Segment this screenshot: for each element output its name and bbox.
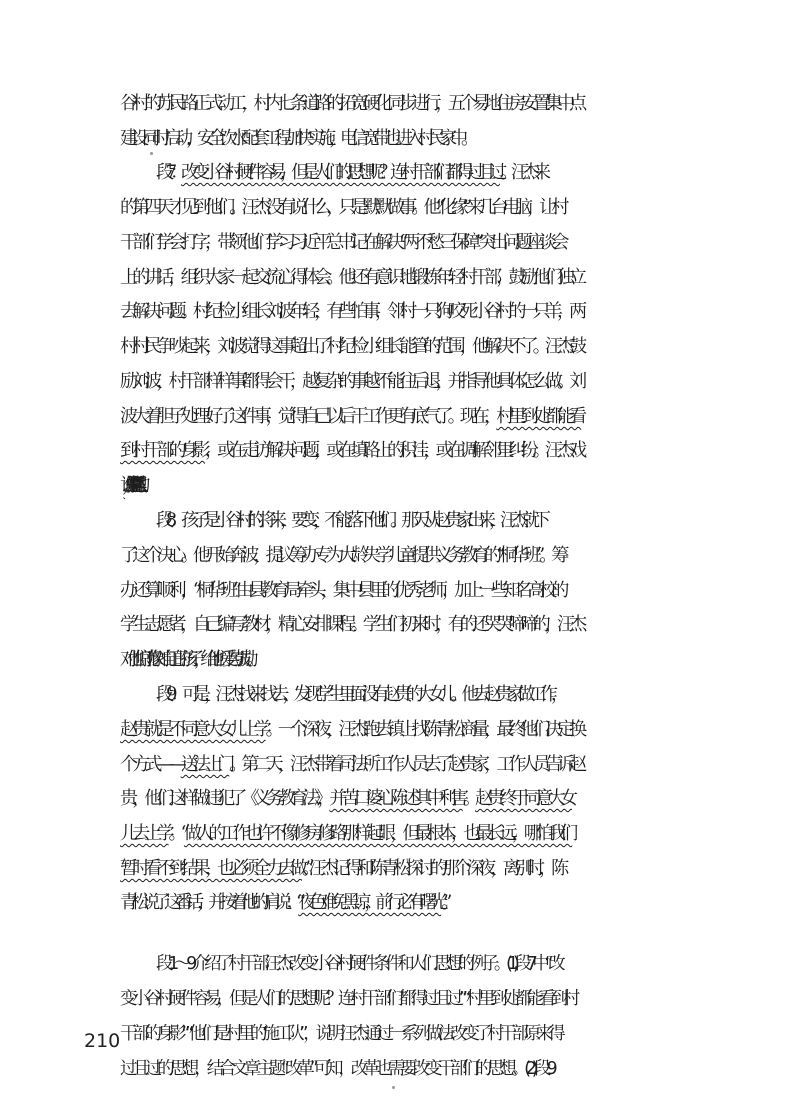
text-segment: 了这个决心。他开始奔波，提议筹办专为大龄失学儿童提供义务教育的“桐华班”。筹 [120, 545, 564, 566]
text-line [156, 677, 800, 713]
text-line [156, 503, 800, 539]
text-segment: 段 9：可是，汪杰找来找去，发现学生里面没有赵贵的大女儿。他去赵贵家做工作， [156, 684, 563, 705]
text-segment: 。汪杰来 [499, 162, 544, 183]
analysis-line [156, 946, 800, 982]
text-segment: 说， [120, 475, 124, 496]
underlined-phrase: 他们是村里的“施工队” [123, 475, 126, 496]
text-segment: 。“ [168, 823, 184, 844]
text-line [120, 747, 800, 783]
text-line [120, 86, 800, 122]
text-line [120, 190, 800, 226]
text-segment: 谷村的苏民路正式动工，村内七条道路的拓宽硬化同步进行，五个易地住房安置集中点 [120, 93, 582, 114]
text-line [120, 573, 800, 609]
text-line [120, 816, 800, 852]
text-segment: 办还算顺利，“桐华班”由县教育局牵头，集中县里的优秀老师，加上一些知名高校的 [120, 580, 564, 601]
text-line [120, 781, 800, 817]
text-line [120, 885, 800, 921]
text-segment: 。一个深夜，汪杰跑去镇上找陈青松商量，最终他们决定换 [265, 719, 582, 740]
text-segment: 个方式—— [120, 754, 181, 775]
text-segment: 段 7： [156, 162, 181, 183]
underlined-phrase: 改变小谷村硬件容易，但是人们的思想呢？连村干部们都得过且过 [180, 162, 500, 183]
text-line [156, 155, 800, 191]
underlined-phrase: 暂时看不到结果，也必须全力去做 [120, 858, 303, 879]
underlined-phrase: 村里到处都能看 [496, 406, 582, 427]
scan-speck [392, 1086, 395, 1089]
underlined-phrase: 做人的工作也许不像修房修路那样起眼，但最根本，也最长远，哪怕我们 [183, 823, 573, 844]
underlined-phrase: 赵贵终于同意大女 [474, 788, 573, 809]
text-segment: 学生志愿者，自己编写教材，精心安排课程。学生们初来时，有的还哭哭啼啼的，汪杰 [120, 614, 582, 635]
text-line [120, 607, 800, 643]
text-segment: 变小谷村硬件容易，但是人们的思想呢？连村干部们都得过且过”“村里到处都能看到村 [120, 989, 575, 1009]
text-segment: 波大着胆子处理好了这件事，觉得自己以后干工作更有底气了。现在， [120, 406, 497, 427]
underlined-phrase: 到村干部的身影 [120, 440, 205, 461]
underlined-phrase: 儿去上学 [120, 823, 169, 844]
text-segment: 段 8：孩子是小谷村的将来，要变，不能落下他们。那天从赵贵家出来，汪杰就下 [156, 510, 544, 531]
text-segment: 村村民争吵起来，刘波觉得这事超出了村纪检小组长能管的范围，他解决不了。汪杰鼓 [120, 336, 582, 357]
underlined-phrase: 夜色难免黑凉，前行必有曙光 [298, 892, 442, 913]
text-line [120, 433, 800, 469]
text-line [120, 225, 800, 261]
text-line [120, 364, 800, 400]
text-segment: 上的讲话，组织大家一起交流心得体会。他还有意识地锻炼年轻村干部，鼓励他们独立 [120, 267, 582, 288]
text-line [120, 260, 800, 296]
text-line [120, 399, 800, 435]
analysis-line [120, 1016, 800, 1052]
text-segment: 去解决问题。村纪检小组长刘波年轻，有些怕事，邻村一只狗咬死小谷村的一只羊，两 [120, 301, 582, 322]
text-segment: 。”汪杰记得和陈青松探讨的那个深夜，离别时，陈 [302, 858, 564, 879]
text-line [120, 538, 800, 574]
text-segment: 。 [462, 788, 475, 809]
text-segment: 建设同时启动，安全饮水配套工程加快实施，电信宽带也进入村民家中。 [120, 128, 473, 149]
page-number: 210 [84, 1030, 121, 1052]
text-segment: 。 [125, 475, 127, 496]
text-segment: 干部的身影”“他们是村里的‘施工队’”，说明汪杰通过一系列做法改变了村干部原来得 [120, 1024, 561, 1044]
text-line [120, 712, 800, 748]
text-line [120, 642, 800, 678]
text-segment: 过且过的思想，结合文章主题“改革”可知，改革也需要改变干部们的思想。(2) 段 9 [120, 1059, 553, 1079]
text-segment: 励刘波，村干部样样事都得会干，越复杂的事越不能往后退，并指导他具体怎么做。刘 [120, 371, 582, 392]
text-segment: 对他们就像对自己的孩子，给他们爱与鼓励。 [120, 649, 254, 670]
text-line [120, 294, 800, 330]
text-segment: 干部们学会打字，带领他们学习习近平总书记在解决“两不愁三保障”突出问题座谈会 [120, 232, 564, 253]
text-line [120, 329, 800, 365]
underlined-phrase: 送法上门 [180, 754, 230, 775]
underlined-phrase: 并苦口婆心陈述其中利害 [329, 788, 463, 809]
text-segment: 段 1 ～ 9 介绍了村干部汪杰改变小谷村硬件条件和人们思想的例子。(1) 段 7 中“改 [156, 954, 561, 974]
scan-speck [150, 152, 153, 155]
text-line [120, 121, 800, 157]
text-segment: 的第四天才见到他们。汪杰没有说什么，只是默默做事。他“化缘”来几台电脑，让村 [120, 197, 564, 218]
text-segment: ，或在走访解决问题，或在填路上的积洼，或在调解邻里纠纷。汪杰戏 [204, 440, 582, 461]
analysis-line [120, 981, 800, 1017]
text-segment: 青松说了这番话，并按着他的肩说：“ [120, 892, 299, 913]
text-line [120, 468, 800, 504]
text-segment: 。” [441, 892, 446, 913]
underlined-phrase: 赵贵就是不同意大女儿上学 [120, 719, 266, 740]
analysis-line [120, 1051, 800, 1087]
text-segment: 贵，他们这样做违犯了《义务教育法》， [120, 788, 330, 809]
text-segment: 。第二天，汪杰带着司法所工作人员去了赵贵家，工作人员告诉赵 [229, 754, 582, 775]
text-line [120, 851, 800, 887]
